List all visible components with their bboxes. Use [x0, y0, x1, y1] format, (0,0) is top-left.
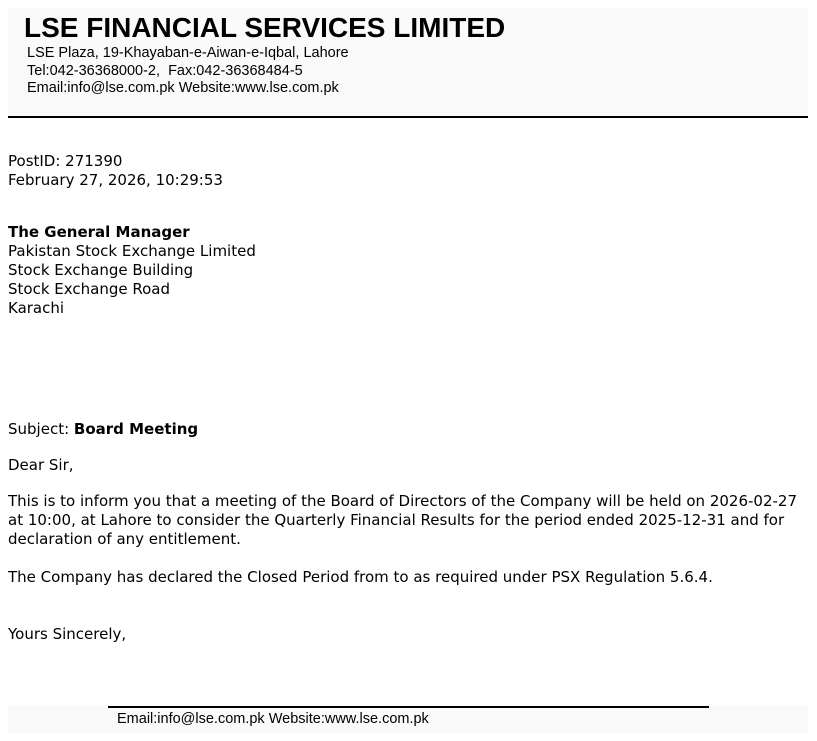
company-address: LSE Plaza, 19-Khayaban-e-Aiwan-e-Iqbal, Lahore: [27, 45, 349, 61]
footer-divider: [108, 706, 709, 708]
salutation: Dear Sir,: [8, 456, 74, 474]
subject-value: Board Meeting: [73, 420, 199, 438]
subject-line: [8, 420, 198, 439]
post-datetime: February 27, 2026, 10:29:53: [8, 171, 223, 189]
closing: Yours Sincerely,: [8, 625, 127, 643]
post-id: PostID: 271390: [8, 152, 123, 170]
body-paragraph-1: This is to inform you that a meeting of the Board of Directors of the Company will be held on 2026-02-27 at 10:00, at Lahore to consider the Quarterly Financial Results for the period ended 2025-12-31 and for declaration of any entitlement.: [8, 492, 797, 548]
footer-email-website: Email:info@lse.com.pk Website:www.lse.com.pk: [117, 711, 429, 727]
subject-label: Subject:: [8, 420, 74, 438]
body-paragraph-2: The Company has declared the Closed Period from to as required under PSX Regulation 5.6.4.: [8, 568, 713, 586]
header-divider: [8, 116, 808, 118]
company-tel-fax: Tel:042-36368000-2, Fax:042-36368484-5: [27, 63, 303, 79]
company-email-website: Email:info@lse.com.pk Website:www.lse.com.pk: [27, 80, 339, 96]
recipient-building: Stock Exchange Building: [8, 261, 194, 279]
recipient-title: The General Manager: [8, 223, 190, 241]
recipient-organization: Pakistan Stock Exchange Limited: [8, 242, 256, 260]
company-name: LSE FINANCIAL SERVICES LIMITED: [24, 12, 506, 43]
recipient-road: Stock Exchange Road: [8, 280, 170, 298]
recipient-city: Karachi: [8, 299, 65, 317]
